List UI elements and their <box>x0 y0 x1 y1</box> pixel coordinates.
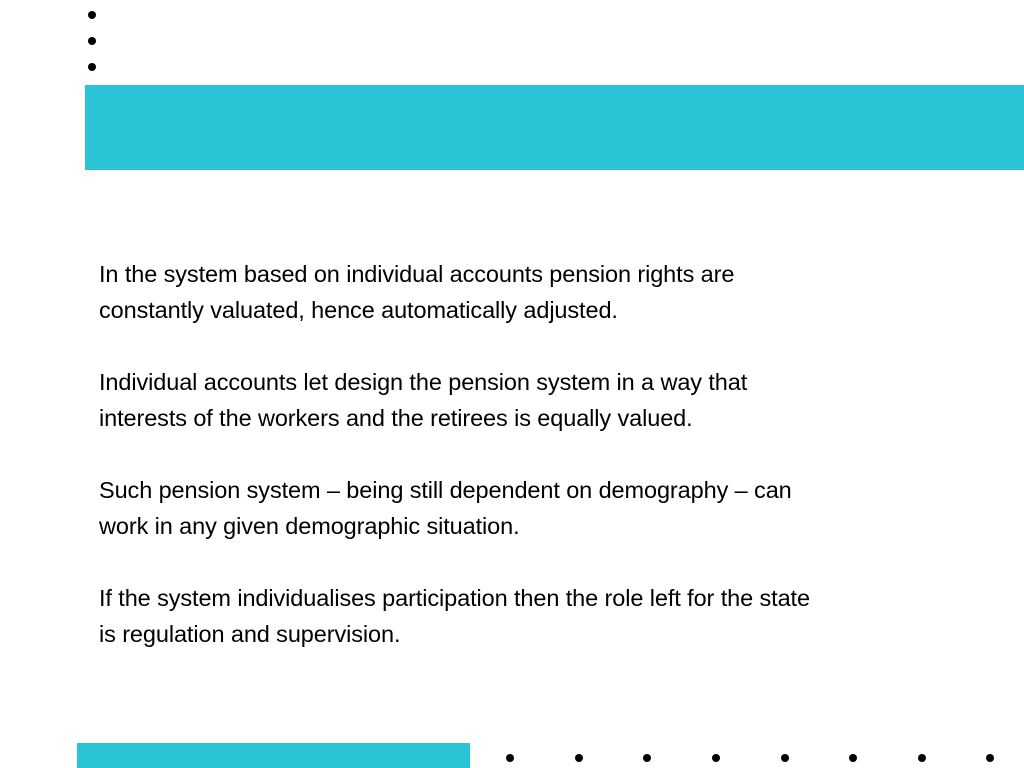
decorative-horizontal-dots <box>506 754 1006 764</box>
paragraph-line: Individual accounts let design the pension system in a way that <box>99 369 748 395</box>
paragraph-line: constantly valuated, hence automatically adjusted. <box>99 297 618 323</box>
paragraph-2 <box>99 364 979 436</box>
paragraph-3 <box>99 472 979 544</box>
header-accent-bar <box>85 85 1024 170</box>
paragraph-line: is regulation and supervision. <box>99 621 401 647</box>
paragraph-line: Such pension system – being still dependent on demography – can <box>99 477 792 503</box>
dot-icon <box>918 754 926 762</box>
paragraph-line: interests of the workers and the retirees is equally valued. <box>99 405 693 431</box>
paragraph-4 <box>99 580 979 652</box>
slide-body <box>99 256 979 688</box>
dot-icon <box>575 754 583 762</box>
paragraph-line: In the system based on individual accounts pension rights are <box>99 261 735 287</box>
dot-icon <box>712 754 720 762</box>
dot-icon <box>781 754 789 762</box>
decorative-vertical-dots <box>88 11 98 75</box>
dot-icon <box>506 754 514 762</box>
footer-accent-bar <box>77 743 470 768</box>
dot-icon <box>88 11 96 19</box>
paragraph-1 <box>99 256 979 328</box>
paragraph-line: If the system individualises participation then the role left for the state <box>99 585 810 611</box>
dot-icon <box>986 754 994 762</box>
dot-icon <box>88 37 96 45</box>
dot-icon <box>643 754 651 762</box>
dot-icon <box>849 754 857 762</box>
paragraph-line: work in any given demographic situation. <box>99 513 520 539</box>
dot-icon <box>88 63 96 71</box>
